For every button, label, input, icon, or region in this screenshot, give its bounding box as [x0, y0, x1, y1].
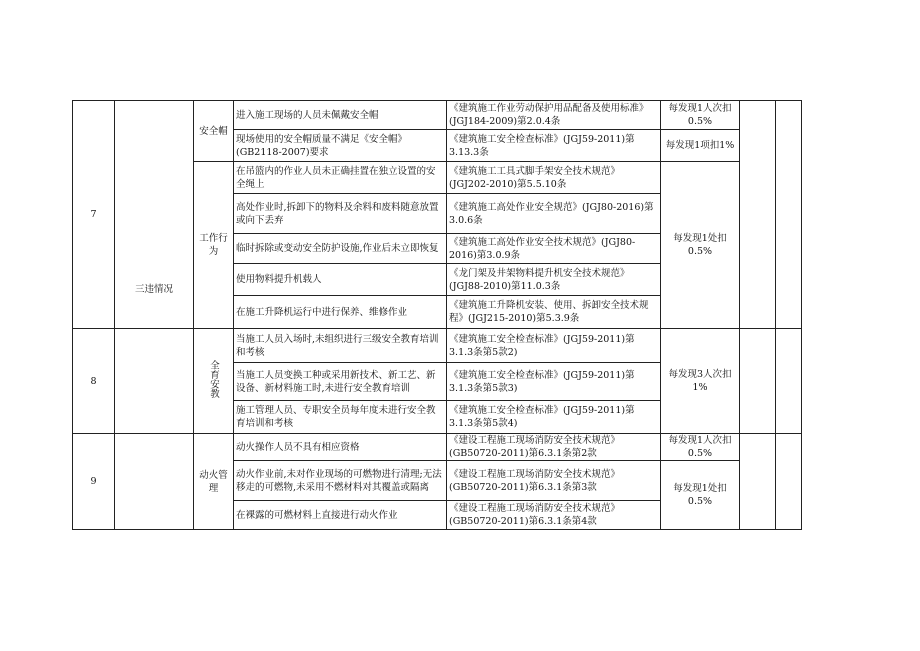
blank-cell: [776, 434, 802, 530]
blank-cell: [776, 329, 802, 434]
violation-description: 施工管理人员、专职安全员每年度未进行安全教育培训和考核: [234, 401, 447, 434]
regulation-basis: 《建设工程施工现场消防安全技术规范》(GB50720-2011)第6.3.1条第4款: [447, 501, 661, 530]
sub-item-label: 工作行为: [194, 162, 234, 329]
sub-item-label: 安全帽: [194, 101, 234, 162]
regulation-basis: 《建筑施工安全检查标准》(JGJ59-2011)第3.1.3条第5款4): [447, 401, 661, 434]
item-number: 7: [73, 101, 115, 329]
violation-description: 在施工升降机运行中进行保养、维修作业: [234, 296, 447, 329]
blank-cell: [740, 434, 776, 530]
regulation-basis: 《建筑施工安全检查标准》(JGJ59-2011)第3.13.3条: [447, 130, 661, 162]
sub-item-label: 动火管理: [194, 434, 234, 530]
violation-description: 动火操作人员不具有相应资格: [234, 434, 447, 461]
violation-description: 在吊篮内的作业人员未正确挂置在独立设置的安全绳上: [234, 162, 447, 194]
regulation-basis: 《建筑施工作业劳动保护用品配备及使用标准》(JGJ184-2009)第2.0.4条: [447, 101, 661, 130]
deduction-rule: 每发现1人次扣0.5%: [661, 101, 740, 130]
regulation-basis: 《建筑施工高处作业安全规范》(JGJ80-2016)第3.0.6条: [447, 194, 661, 234]
item-number: 8: [73, 329, 115, 434]
regulation-basis: 《龙门架及井架物料提升机安全技术规范》(JGJ88-2010)第11.0.3条: [447, 264, 661, 296]
deduction-rule: 每发现1人次扣0.5%: [661, 434, 740, 461]
sub-item-cell: [194, 329, 234, 434]
regulation-basis: 《建设工程施工现场消防安全技术规范》(GB50720-2011)第6.3.1条第2款: [447, 434, 661, 461]
regulation-basis: 《建筑施工升降机安装、使用、拆卸安全技术规程》(JGJ215-2010)第5.3.9条: [447, 296, 661, 329]
category-cell: [115, 329, 194, 434]
category-label: 三违情况: [134, 284, 173, 295]
table-row: [73, 101, 802, 130]
violation-description: 动火作业前,未对作业现场的可燃物进行清理;无法移走的可燃物,未采用不燃材料对其覆盖或隔离: [234, 461, 447, 501]
deduction-rule: 每发现1项扣1%: [661, 130, 740, 162]
deduction-rule: 每发现1处扣0.5%: [661, 461, 740, 530]
category-cell: [115, 101, 194, 329]
table-row: [73, 434, 802, 461]
regulation-basis: 《建筑施工高处作业安全技术规范》(JGJ80-2016)第3.0.9条: [447, 234, 661, 264]
regulation-basis: 《建筑施工安全检查标准》(JGJ59-2011)第3.1.3条第5款2): [447, 329, 661, 363]
violation-description: 进入施工现场的人员未佩戴安全帽: [234, 101, 447, 130]
sub-item-label: 全育安教: [208, 360, 219, 398]
regulation-basis: 《建筑施工安全检查标准》(JGJ59-2011)第3.1.3条第5款3): [447, 363, 661, 401]
blank-cell: [740, 329, 776, 434]
violation-description: 当施工人员入场时,未组织进行三级安全教育培训和考核: [234, 329, 447, 363]
violation-description: 高处作业时,拆卸下的物料及余料和废料随意放置或向下丢弃: [234, 194, 447, 234]
inspection-table: [72, 100, 802, 530]
violation-description: 使用物料提升机载人: [234, 264, 447, 296]
deduction-rule: 每发现1处扣0.5%: [661, 162, 740, 329]
item-number: 9: [73, 434, 115, 530]
violation-description: 在裸露的可燃材料上直接进行动火作业: [234, 501, 447, 530]
blank-cell: [740, 101, 776, 329]
table-row: [73, 329, 802, 363]
regulation-basis: 《建设工程施工现场消防安全技术规范》(GB50720-2011)第6.3.1条第3款: [447, 461, 661, 501]
violation-description: 现场使用的安全帽质量不满足《安全帽》(GB2118-2007)要求: [234, 130, 447, 162]
category-cell: [115, 434, 194, 530]
blank-cell: [776, 101, 802, 329]
violation-description: 临时拆除或变动安全防护设施,作业后未立即恢复: [234, 234, 447, 264]
regulation-basis: 《建筑施工工具式脚手架安全技术规范》(JGJ202-2010)第5.5.10条: [447, 162, 661, 194]
deduction-rule: 每发现3人次扣1%: [661, 329, 740, 434]
violation-description: 当施工人员变换工种或采用新技术、新工艺、新设备、新材料施工时,未进行安全教育培训: [234, 363, 447, 401]
